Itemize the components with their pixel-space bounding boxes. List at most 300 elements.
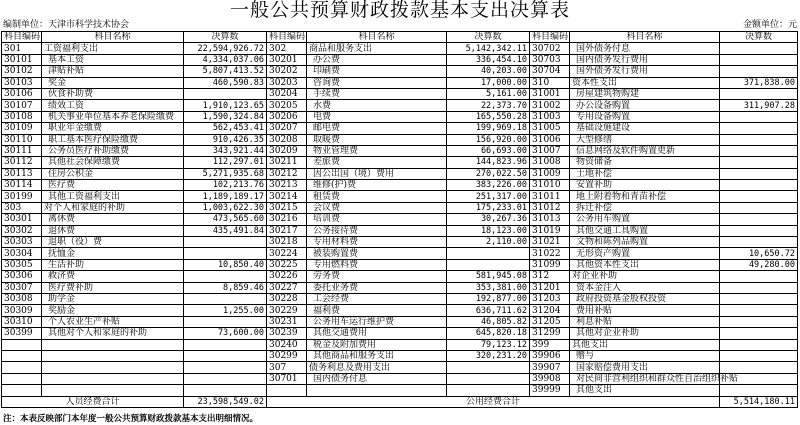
account-code: 30701 (267, 373, 307, 384)
account-code: 30214 (267, 191, 307, 202)
final-amount (184, 237, 267, 248)
account-code: 31009 (530, 168, 570, 179)
account-name (42, 339, 184, 350)
account-name: 公务员医疗补助缴费 (42, 145, 184, 156)
report-title: 一般公共预算财政拨款基本支出决算表 (229, 0, 570, 21)
final-amount: 102,213.76 (184, 180, 267, 191)
final-amount: 66,693.00 (447, 145, 530, 156)
account-name: 医疗费补助 (42, 282, 184, 293)
table-row (2, 111, 798, 122)
final-amount (720, 362, 798, 373)
account-code: 39906 (530, 350, 570, 361)
account-name: 其他支出 (570, 385, 720, 396)
column-header: 决算数 (447, 32, 530, 43)
account-code: 30303 (2, 237, 42, 248)
account-code: 31003 (530, 111, 570, 122)
account-code (2, 362, 42, 373)
account-name: 其他交通费用 (307, 328, 447, 339)
table-row (2, 237, 798, 248)
account-name: 取暖费 (307, 134, 447, 145)
final-amount: 5,142,342.11 (447, 43, 530, 54)
account-name: 公务用车运行维护费 (307, 316, 447, 327)
account-name: 政府投资基金股权投资 (570, 293, 720, 304)
account-code: 30206 (267, 111, 307, 122)
account-code (2, 385, 42, 396)
account-name (42, 385, 184, 396)
account-code: 30229 (267, 305, 307, 316)
account-name: 工会经费 (307, 293, 447, 304)
table-note: 注：本表反映部门本年度一般公共预算财政拨款基本支出明细情况。 (3, 414, 259, 424)
final-amount: 5,807,413.52 (184, 66, 267, 77)
final-amount (720, 123, 798, 134)
account-name: 赠与 (570, 350, 720, 361)
account-code: 30112 (2, 157, 42, 168)
account-code: 39999 (530, 385, 570, 396)
final-amount: 49,280.00 (720, 259, 798, 270)
table-header-row (2, 32, 798, 43)
table-row (2, 66, 798, 77)
final-amount (720, 202, 798, 213)
final-amount: 910,426.35 (184, 134, 267, 145)
account-name: 税金及附加费用 (307, 339, 447, 350)
table-row (2, 214, 798, 225)
account-name: 退职（役）费 (42, 237, 184, 248)
final-amount: 73,600.00 (184, 328, 267, 339)
account-code: 31201 (530, 282, 570, 293)
final-amount (184, 88, 267, 99)
account-code (267, 385, 307, 396)
account-code: 30215 (267, 202, 307, 213)
account-code: 30310 (2, 316, 42, 327)
account-name: 资本金注入 (570, 282, 720, 293)
account-code: 30704 (530, 66, 570, 77)
final-amount (720, 111, 798, 122)
column-header: 决算数 (720, 32, 798, 43)
account-code: 30218 (267, 237, 307, 248)
final-amount: 473,565.60 (184, 214, 267, 225)
account-name: 邮电费 (307, 123, 447, 134)
table-row (2, 202, 798, 213)
table-row (2, 350, 798, 361)
table-row (2, 77, 798, 88)
account-name: 费用补贴 (570, 305, 720, 316)
account-name: 离休费 (42, 214, 184, 225)
final-amount: 156,920.00 (447, 134, 530, 145)
final-amount: 636,711.62 (447, 305, 530, 316)
table-row (2, 373, 798, 384)
table-row (2, 362, 798, 373)
final-amount (447, 385, 530, 396)
account-name: 对个人和家庭的补助 (42, 202, 184, 213)
account-name: 拆迁补偿 (570, 202, 720, 213)
table-row (2, 180, 798, 191)
table-row (2, 100, 798, 111)
account-code: 30108 (2, 111, 42, 122)
final-amount (720, 328, 798, 339)
account-code: 30113 (2, 168, 42, 179)
account-name (42, 362, 184, 373)
account-name (42, 373, 184, 384)
account-name: 绩效工资 (42, 100, 184, 111)
account-name: 大型修缮 (570, 134, 720, 145)
account-name: 其他交通工具购置 (570, 225, 720, 236)
account-code: 31099 (530, 259, 570, 270)
account-code (2, 373, 42, 384)
account-code: 30302 (2, 225, 42, 236)
account-name: 房屋建筑物购建 (570, 88, 720, 99)
final-amount (447, 362, 530, 373)
final-amount: 251,317.00 (447, 191, 530, 202)
account-name: 信息网络及软件购置更新 (570, 145, 720, 156)
account-code: 30101 (2, 54, 42, 65)
account-code: 30102 (2, 66, 42, 77)
account-code: 30106 (2, 88, 42, 99)
account-name: 无形资产购置 (570, 248, 720, 259)
final-amount: 79,123.12 (447, 339, 530, 350)
final-amount: 4,334,037.06 (184, 54, 267, 65)
account-name: 国内债务付息 (307, 373, 447, 384)
account-name: 机关事业单位基本养老保险缴费 (42, 111, 184, 122)
final-amount: 343,921.44 (184, 145, 267, 156)
final-amount (720, 214, 798, 225)
column-header: 科目编码 (267, 32, 307, 43)
account-name: 物资储备 (570, 157, 720, 168)
column-header: 科目名称 (42, 32, 184, 43)
account-code: 31022 (530, 248, 570, 259)
account-code: 312 (530, 271, 570, 282)
account-name: 会议费 (307, 202, 447, 213)
account-code: 31021 (530, 237, 570, 248)
final-amount: 22,373.70 (447, 100, 530, 111)
table-row (2, 339, 798, 350)
final-amount: 22,594,926.72 (184, 43, 267, 54)
account-name: 伙食补助费 (42, 88, 184, 99)
account-name: 国外债务付息 (570, 43, 720, 54)
final-amount: 460,590.83 (184, 77, 267, 88)
final-amount: 10,650.72 (720, 248, 798, 259)
account-name: 其他工资福利支出 (42, 191, 184, 202)
account-name: 因公出国（境）费用 (307, 168, 447, 179)
final-amount: 10,850.40 (184, 259, 267, 270)
final-amount: 1,189,189.17 (184, 191, 267, 202)
table-row (2, 54, 798, 65)
account-name: 医疗费 (42, 180, 184, 191)
final-amount: 8,859.46 (184, 282, 267, 293)
account-code: 30217 (267, 225, 307, 236)
final-amount: 5,161.00 (447, 88, 530, 99)
account-code: 30209 (267, 145, 307, 156)
final-amount: 320,231.20 (447, 350, 530, 361)
final-amount (184, 339, 267, 350)
account-code: 399 (530, 339, 570, 350)
final-amount (720, 316, 798, 327)
account-code: 30307 (2, 282, 42, 293)
account-name: 办公费 (307, 54, 447, 65)
account-name: 国家赔偿费用支出 (570, 362, 720, 373)
final-amount: 1,003,622.30 (184, 202, 267, 213)
personnel-total-label: 人员经费合计 (2, 396, 184, 407)
account-code: 31001 (530, 88, 570, 99)
account-name: 工资福利支出 (42, 43, 184, 54)
account-name: 对企业补助 (570, 271, 720, 282)
account-name: 专用材料费 (307, 237, 447, 248)
account-name: 国外债务发行费用 (570, 66, 720, 77)
final-amount (720, 385, 798, 396)
account-name: 助学金 (42, 293, 184, 304)
account-code: 30207 (267, 123, 307, 134)
final-amount: 371,838.00 (720, 77, 798, 88)
account-name: 印刷费 (307, 66, 447, 77)
account-name: 对民间非营利组织和群众性自治组织补贴 (570, 373, 720, 384)
account-name: 专用燃料费 (307, 259, 447, 270)
final-amount: 5,271,935.68 (184, 168, 267, 179)
final-amount (184, 271, 267, 282)
final-amount: 2,110.00 (447, 237, 530, 248)
table-row (2, 316, 798, 327)
final-amount (720, 191, 798, 202)
final-amount: 1,590,324.84 (184, 111, 267, 122)
column-header: 科目名称 (570, 32, 720, 43)
account-code: 31013 (530, 214, 570, 225)
account-name: 基本工资 (42, 54, 184, 65)
table-row (2, 191, 798, 202)
account-name: 津贴补贴 (42, 66, 184, 77)
account-code: 30199 (2, 191, 42, 202)
final-amount: 40,203.00 (447, 66, 530, 77)
final-amount: 1,910,123.65 (184, 100, 267, 111)
account-code: 39908 (530, 373, 570, 384)
table-row (2, 259, 798, 270)
account-name: 住房公积金 (42, 168, 184, 179)
account-code: 303 (2, 202, 42, 213)
account-code: 30301 (2, 214, 42, 225)
account-name: 职业年金缴费 (42, 123, 184, 134)
final-amount: 645,820.18 (447, 328, 530, 339)
final-amount: 175,233.01 (447, 202, 530, 213)
final-amount (720, 350, 798, 361)
table-row (2, 134, 798, 145)
final-amount: 165,550.28 (447, 111, 530, 122)
account-name: 劳务费 (307, 271, 447, 282)
account-code: 30702 (530, 43, 570, 54)
account-code: 30399 (2, 328, 42, 339)
final-amount: 435,491.84 (184, 225, 267, 236)
account-name: 电费 (307, 111, 447, 122)
account-code: 31010 (530, 180, 570, 191)
account-code: 30305 (2, 259, 42, 270)
personnel-total-value: 23,598,549.02 (184, 396, 267, 407)
public-total-label: 公用经费合计 (267, 396, 720, 407)
final-amount (720, 282, 798, 293)
account-name: 国内债务发行费用 (570, 54, 720, 65)
column-header: 科目名称 (307, 32, 447, 43)
account-code: 30202 (267, 66, 307, 77)
account-code: 30114 (2, 180, 42, 191)
final-amount (184, 316, 267, 327)
account-name: 基础设施建设 (570, 123, 720, 134)
account-name: 安置补助 (570, 180, 720, 191)
final-amount: 144,823.96 (447, 157, 530, 168)
account-code: 30225 (267, 259, 307, 270)
table-row (2, 282, 798, 293)
account-name: 个人农业生产补贴 (42, 316, 184, 327)
final-amount (720, 180, 798, 191)
final-amount: 112,297.01 (184, 157, 267, 168)
account-name: 地上附着物和青苗补偿 (570, 191, 720, 202)
table-row (2, 271, 798, 282)
account-code: 302 (267, 43, 307, 54)
account-code: 31204 (530, 305, 570, 316)
account-code: 30703 (530, 54, 570, 65)
final-amount: 30,267.36 (447, 214, 530, 225)
final-amount (720, 237, 798, 248)
final-amount: 562,453.41 (184, 123, 267, 134)
final-amount (720, 157, 798, 168)
account-code: 31005 (530, 123, 570, 134)
table-row (2, 157, 798, 168)
final-amount (720, 43, 798, 54)
account-code: 31205 (530, 316, 570, 327)
account-code: 30201 (267, 54, 307, 65)
final-amount (720, 66, 798, 77)
column-header: 科目编码 (530, 32, 570, 43)
account-code: 301 (2, 43, 42, 54)
final-amount (184, 373, 267, 384)
account-code: 310 (530, 77, 570, 88)
account-code: 30308 (2, 293, 42, 304)
account-code: 30110 (2, 134, 42, 145)
totals-row (2, 396, 798, 407)
account-code: 307 (267, 362, 307, 373)
account-code: 31019 (530, 225, 570, 236)
compiling-unit: 编制单位：天津市科学技术协会 (3, 20, 130, 30)
account-code: 30231 (267, 316, 307, 327)
account-code: 30226 (267, 271, 307, 282)
account-name: 奖金 (42, 77, 184, 88)
account-code: 30111 (2, 145, 42, 156)
account-name: 咨询费 (307, 77, 447, 88)
account-code: 30109 (2, 123, 42, 134)
account-name: 其他社会保障缴费 (42, 157, 184, 168)
account-code: 30103 (2, 77, 42, 88)
account-code: 30224 (267, 248, 307, 259)
account-code: 30205 (267, 100, 307, 111)
final-amount (720, 134, 798, 145)
account-name: 救济费 (42, 271, 184, 282)
final-amount: 18,123.00 (447, 225, 530, 236)
account-name: 租赁费 (307, 191, 447, 202)
account-code: 39907 (530, 362, 570, 373)
account-name: 被装购置费 (307, 248, 447, 259)
account-name: 委托业务费 (307, 282, 447, 293)
account-name: 奖励金 (42, 305, 184, 316)
final-amount: 17,000.00 (447, 77, 530, 88)
expenditure-table (1, 31, 798, 408)
account-name: 利息补贴 (570, 316, 720, 327)
public-total-value: 5,514,180.11 (720, 396, 798, 407)
final-amount (447, 373, 530, 384)
account-code: 30216 (267, 214, 307, 225)
final-amount: 581,945.08 (447, 271, 530, 282)
account-name: 福利费 (307, 305, 447, 316)
final-amount: 46,805.82 (447, 316, 530, 327)
final-amount (720, 88, 798, 99)
account-code: 30240 (267, 339, 307, 350)
account-name: 其他资本性支出 (570, 259, 720, 270)
table-row (2, 145, 798, 156)
account-name: 其他对企业补助 (570, 328, 720, 339)
account-code: 30212 (267, 168, 307, 179)
table-row (2, 328, 798, 339)
account-code: 30211 (267, 157, 307, 168)
final-amount (720, 293, 798, 304)
account-name: 其他对个人和家庭的补助 (42, 328, 184, 339)
account-code: 30213 (267, 180, 307, 191)
final-amount (184, 293, 267, 304)
account-code: 31007 (530, 145, 570, 156)
final-amount (720, 271, 798, 282)
account-name: 债务利息及费用支出 (307, 362, 447, 373)
account-name: 公务用车购置 (570, 214, 720, 225)
table-row (2, 43, 798, 54)
final-amount (184, 350, 267, 361)
column-header: 决算数 (184, 32, 267, 43)
table-row (2, 385, 798, 396)
column-header: 科目编码 (2, 32, 42, 43)
account-name: 商品和服务支出 (307, 43, 447, 54)
account-name: 抚恤金 (42, 248, 184, 259)
account-name: 水费 (307, 100, 447, 111)
account-code: 30228 (267, 293, 307, 304)
account-name: 办公设备购置 (570, 100, 720, 111)
final-amount (184, 248, 267, 259)
table-row (2, 168, 798, 179)
account-name (307, 385, 447, 396)
table-row (2, 88, 798, 99)
account-code (2, 350, 42, 361)
account-name: 其他商品和服务支出 (307, 350, 447, 361)
final-amount: 383,226.00 (447, 180, 530, 191)
account-code: 31203 (530, 293, 570, 304)
account-name: 退休费 (42, 225, 184, 236)
account-name: 土地补偿 (570, 168, 720, 179)
account-code: 31002 (530, 100, 570, 111)
account-code (2, 339, 42, 350)
final-amount (447, 248, 530, 259)
table-row (2, 225, 798, 236)
account-name: 维修(护)费 (307, 180, 447, 191)
final-amount (720, 339, 798, 350)
final-amount (720, 305, 798, 316)
account-name: 职工基本医疗保险缴费 (42, 134, 184, 145)
final-amount (720, 168, 798, 179)
account-name: 公务接待费 (307, 225, 447, 236)
account-code: 30304 (2, 248, 42, 259)
account-code: 31012 (530, 202, 570, 213)
account-code: 30309 (2, 305, 42, 316)
account-name: 手续费 (307, 88, 447, 99)
account-name (42, 350, 184, 361)
table-row (2, 248, 798, 259)
account-code: 30107 (2, 100, 42, 111)
final-amount: 353,381.00 (447, 282, 530, 293)
final-amount: 199,969.18 (447, 123, 530, 134)
final-amount (447, 259, 530, 270)
account-code: 31011 (530, 191, 570, 202)
account-code: 31006 (530, 134, 570, 145)
final-amount (184, 362, 267, 373)
account-code: 30208 (267, 134, 307, 145)
